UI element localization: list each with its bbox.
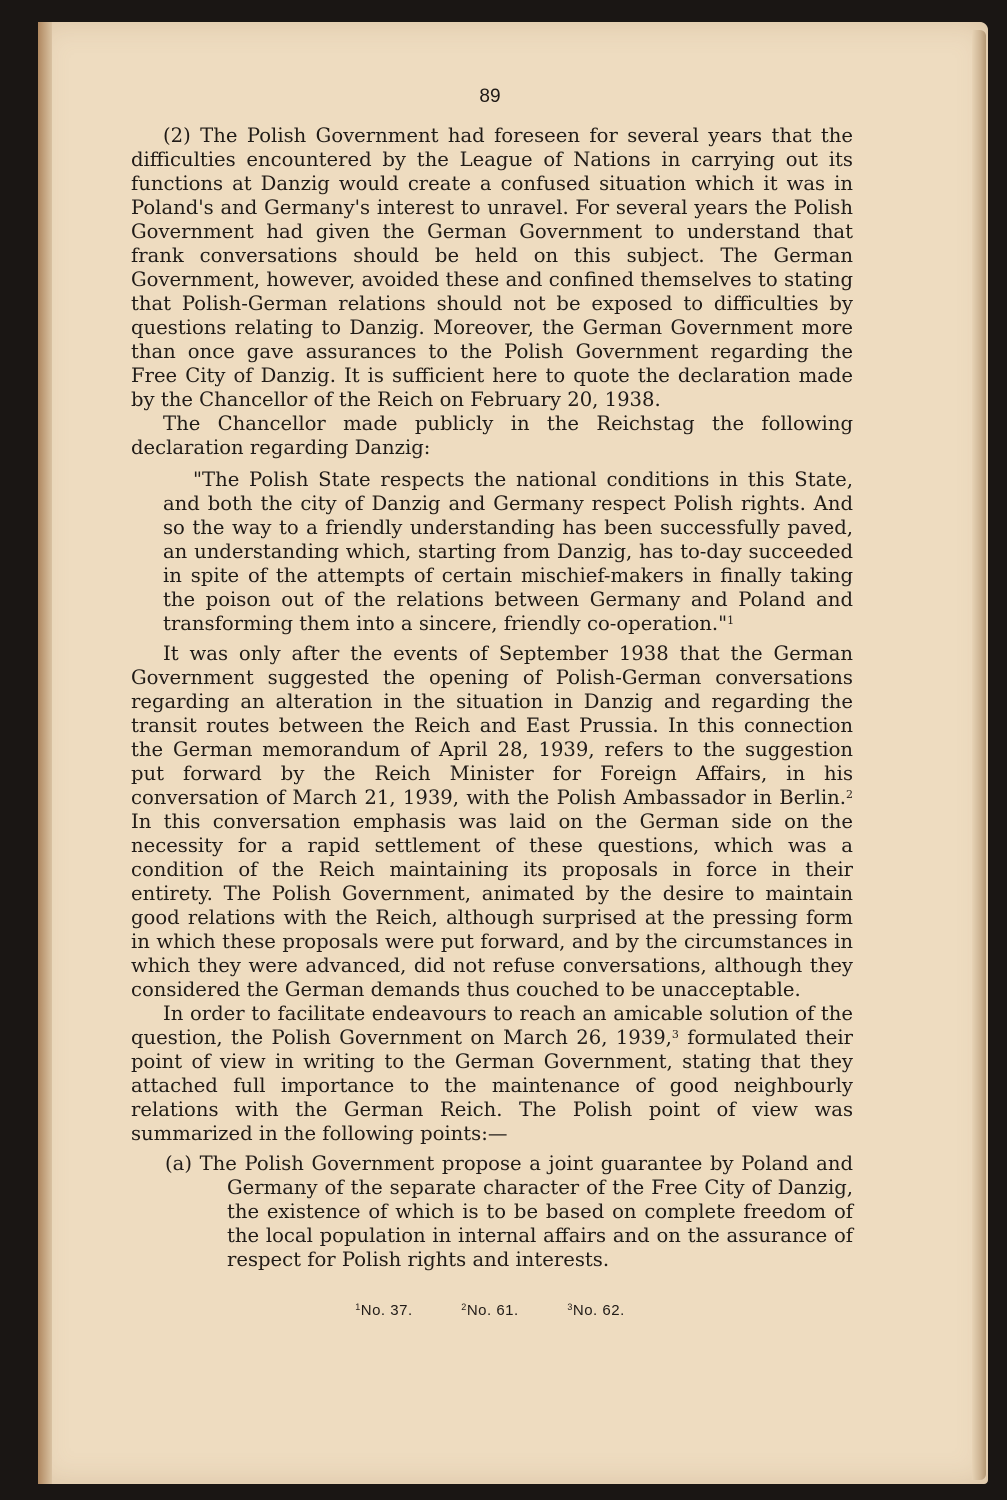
- footnote-ref-2: 2: [846, 788, 853, 801]
- quote-text: "The Polish State respects the national conditions in this State, and both the city of Danzig and Germany respect Polish rights. And so the way to a friendly understanding has been successfully paved, an understanding which, starting from Danzig, has to-day succeeded in spite of the attempts of certain mischief-makers in finally taking the poison out of the relations between Germany and Poland and transforming them into a sincere, friendly co-operation.": [163, 468, 853, 635]
- paragraph-4-part-b: formulated their point of view in writing to the German Government, stating that they attached full importance to the maintenance of good neighbourly relations with the German Reich. The Polish point of view was summarized in the following points:—: [131, 1026, 853, 1145]
- footnote-1: $^1$No. 37.: [355, 1302, 413, 1319]
- book-spine: [38, 22, 52, 1484]
- footnote-ref-1: 1: [727, 614, 735, 627]
- paragraph-4-part-a: In order to facilitate endeavours to reach an amicable solution of the question, the Polish Government on March 26, 1939,: [131, 1002, 853, 1049]
- footnotes: [0, 1302, 980, 1319]
- list-item-label: (a): [165, 1152, 192, 1175]
- list-item-a: [131, 1152, 853, 1272]
- paragraph-4: [131, 1002, 853, 1146]
- paragraph-3-part-b: In this conversation emphasis was laid on the German side on the necessity for a rapid settlement of these questions, which was a condition of the Reich maintaining its proposals in force in their entirety. The Polish Government, animated by the desire to maintain good relations with the Reich, although surprised at the pressing form in which these proposals were put forward, and by the circumstances in which they were advanced, did not refuse conversations, although they considered the German demands thus couched to be unacceptable.: [131, 810, 853, 1001]
- paragraph-2: The Chancellor made publicly in the Reichstag the following declaration regarding Danzig:: [131, 412, 853, 459]
- body-text: [131, 124, 853, 1272]
- paragraph-1: (2) The Polish Government had foreseen for several years that the difficulties encountered by the League of Nations in carrying out its functions at Danzig would create a confused situation which it was in Poland's and Germany's interest to unravel. For several years the Polish Government had given the German Government to understand that frank conversations should be held on this subject. The German Government, however, avoided these and confined themselves to stating that Polish-German relations should not be exposed to difficulties by questions relating to Danzig. Moreover, the German Government more than once gave assurances to the Polish Government regarding the Free City of Danzig. It is sufficient here to quote the declaration made by the Chancellor of the Reich on February 20, 1938.: [131, 124, 853, 411]
- footnote-2: $^2$No. 61.: [461, 1302, 519, 1319]
- page-number: 89: [479, 86, 501, 107]
- page-edge: [972, 30, 986, 1480]
- paragraph-3-part-a: It was only after the events of September 1938 that the German Government suggested the opening of Polish-German conversations regarding an alteration in the situation in Danzig and regarding the transit routes between the Reich and East Prussia. In this connection the German memorandum of April 28, 1939, refers to the suggestion put forward by the Reich Minister for Foreign Affairs, in his conversation of March 21, 1939, with the Polish Ambassador in Berlin.: [131, 642, 853, 809]
- paragraph-3: [131, 642, 853, 1002]
- footnote-ref-3: 3: [671, 1028, 679, 1041]
- footnote-3: $^3$No. 62.: [567, 1302, 625, 1319]
- block-quote: [163, 468, 853, 636]
- list-item-text: The Polish Government propose a joint guarantee by Poland and Germany of the separate character of the Free City of Danzig, the existence of which is to be based on complete freedom of the local population in internal affairs and on the assurance of respect for Polish rights and interests.: [199, 1152, 853, 1271]
